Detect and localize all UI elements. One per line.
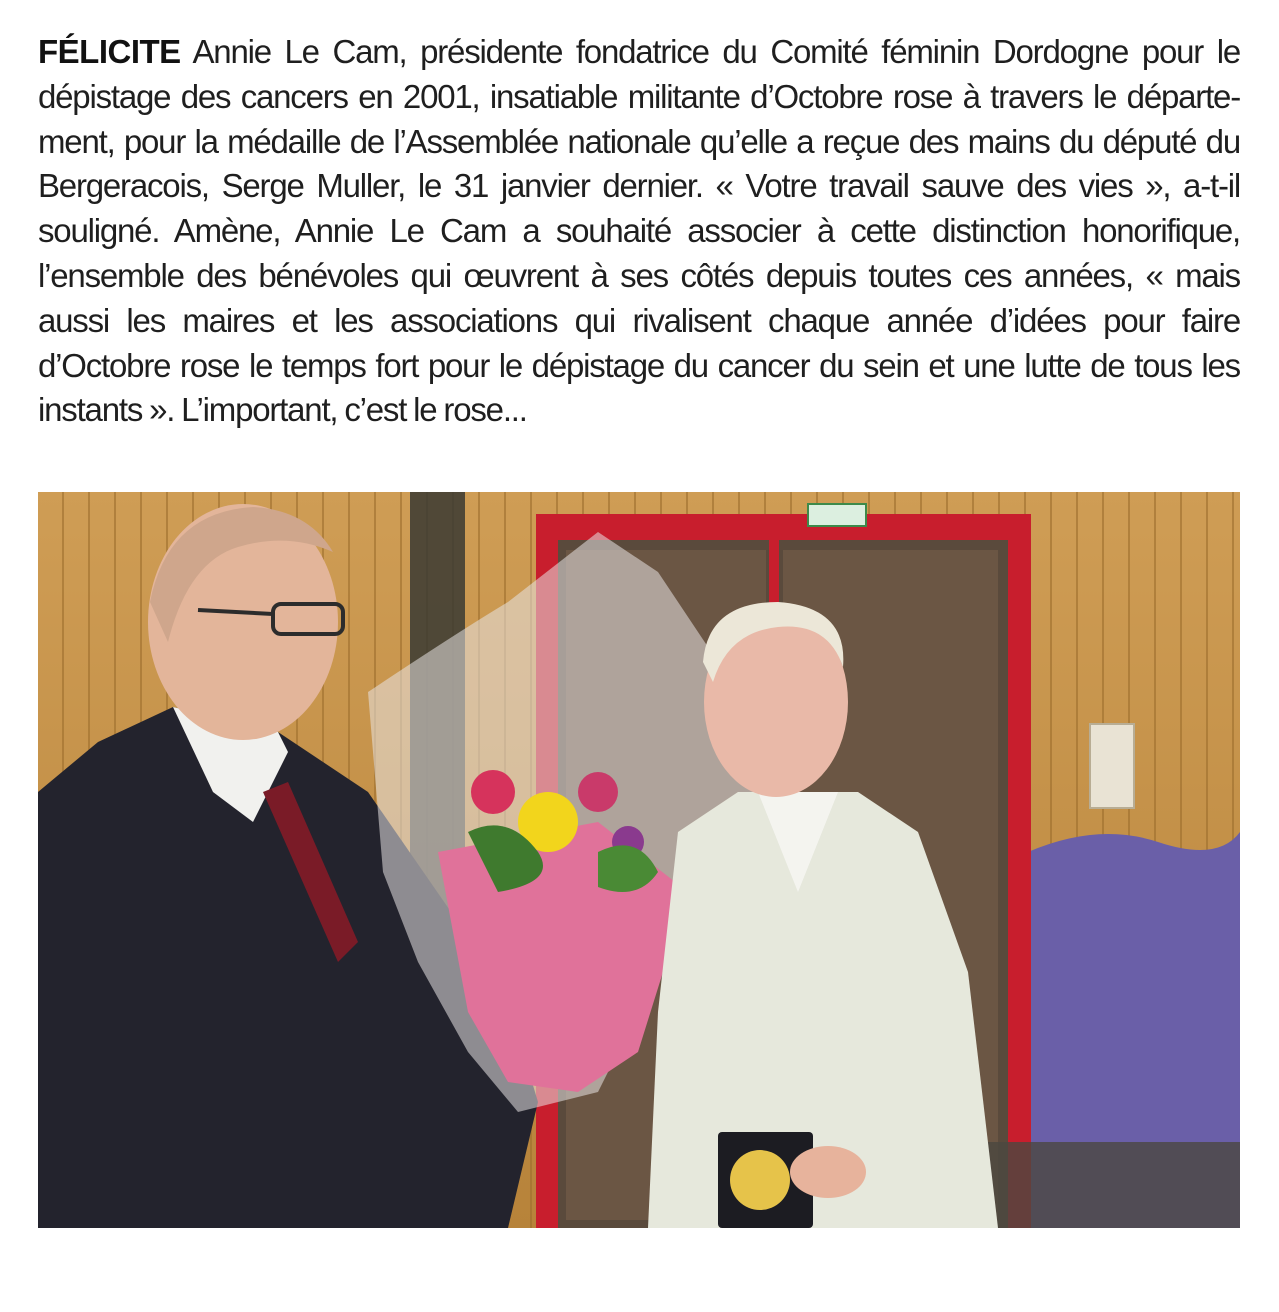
- exit-sign: [808, 504, 866, 526]
- wall-lamp: [1090, 724, 1134, 808]
- article-photo: [38, 492, 1240, 1228]
- photo-illustration: [38, 492, 1240, 1228]
- woman-hand: [790, 1146, 866, 1198]
- article-body: Annie Le Cam, présidente fondatrice du Comité féminin Dordogne pour le dépistage des cancers en 2001, insatiable militante d’Octobre rose à travers le départe-ment, pour la médaille de l’Assemblée nationale qu’elle a reçue des mains du député du Bergeracois, Serge Muller, le 31 janvier dernier. « Votre travail sauve des vies », a-t-il souligné. Amène, Annie Le Cam a souhaité associer à cette distinction honorifique, l’ensemble des bénévoles qui œuvrent à ses côtés depuis toutes ces années, « mais aussi les maires et les associations qui rivalisent chaque année d’idées pour faire d’Octobre rose le temps fort pour le dépistage du cancer du sein et une lutte de tous les instants ». L’important, c’est le rose...: [38, 33, 1240, 429]
- article-lead-word: FÉLICITE: [38, 33, 181, 70]
- medal-icon: [730, 1150, 790, 1210]
- article-text: [38, 30, 1240, 433]
- next-article-cut: [38, 1272, 1240, 1312]
